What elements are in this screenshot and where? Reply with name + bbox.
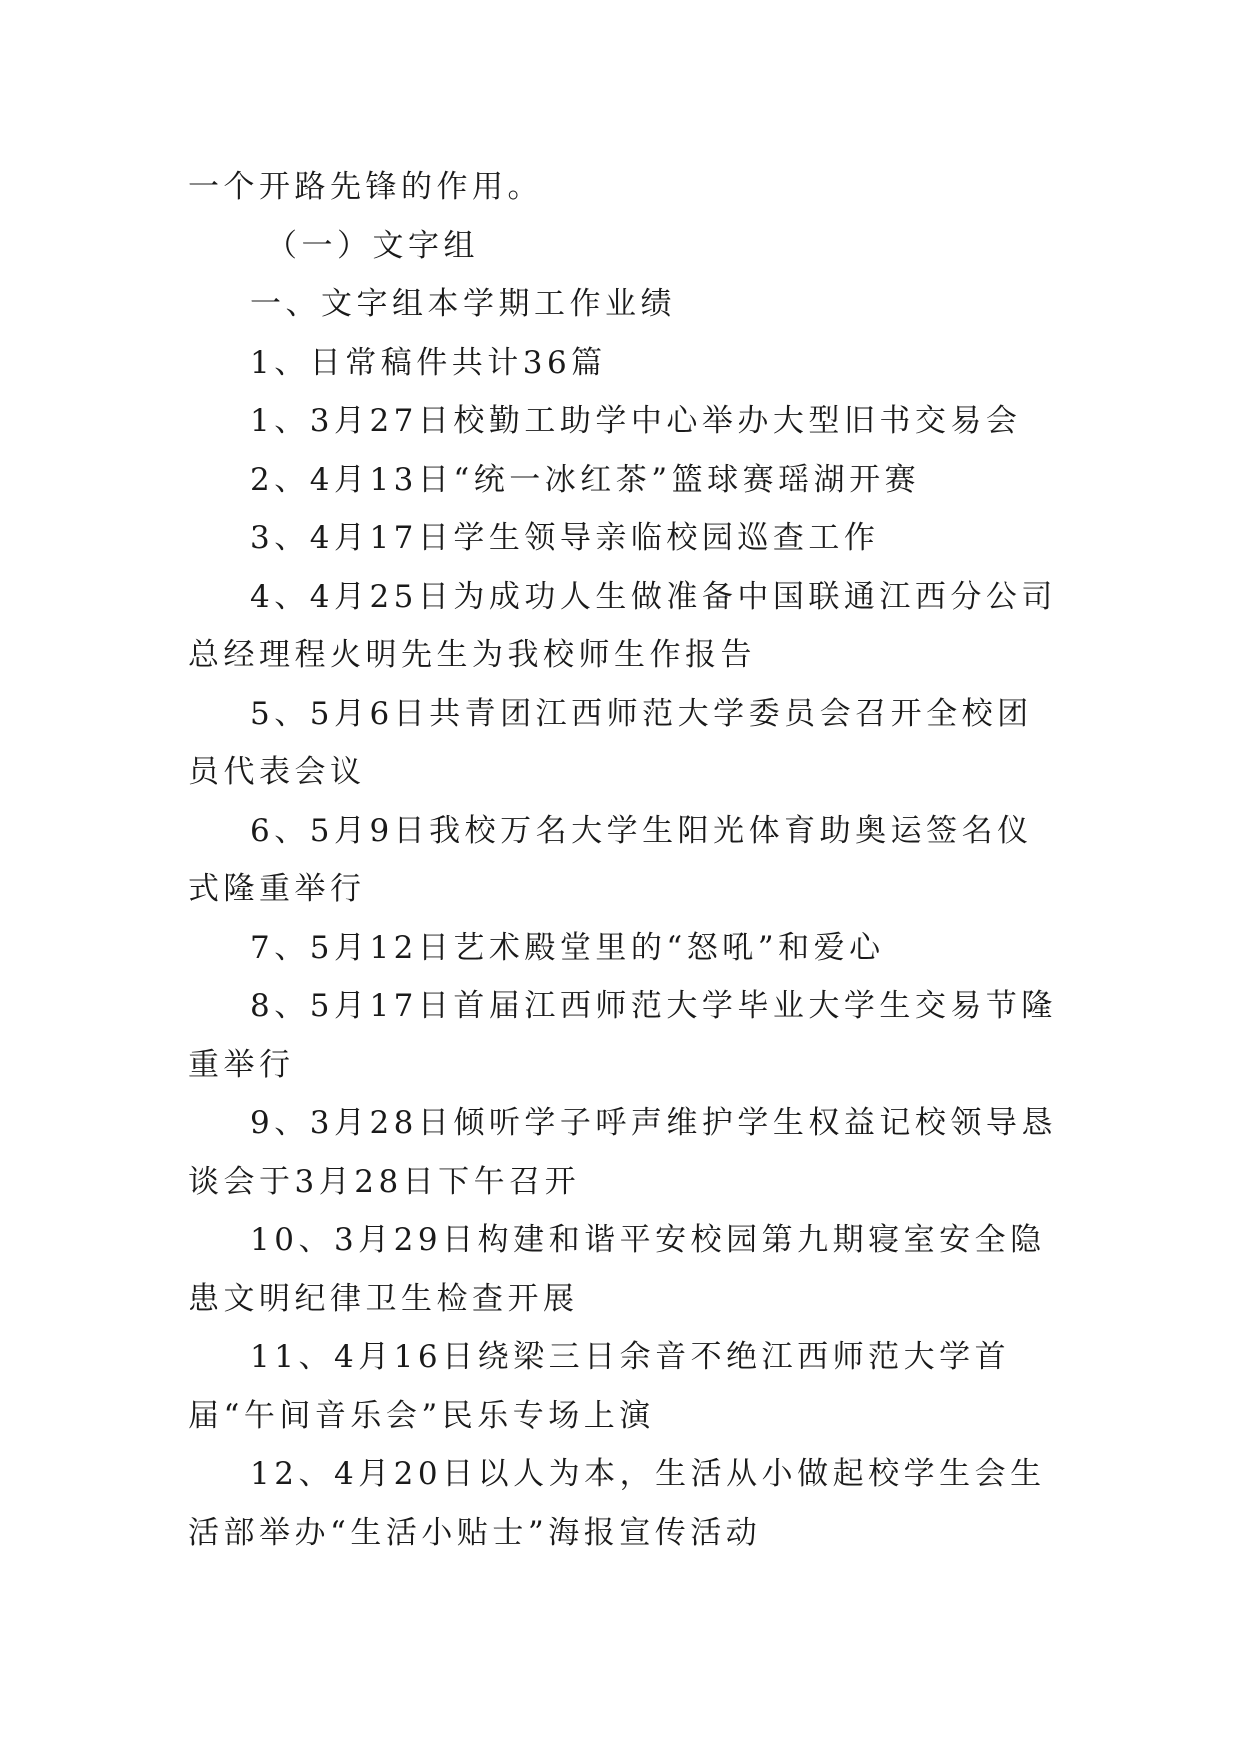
list-item: 12、4月20日以人为本，生活从小做起校学生会生活部举办“生活小贴士”海报宣传活动 <box>188 1456 1046 1551</box>
list-item: 4、4月25日为成功人生做准备中国联通江西分公司总经理程火明先生为我校师生作报告 <box>188 578 1057 673</box>
list-item: 5、5月6日共青团江西师范大学委员会召开全校团员代表会议 <box>188 695 1033 790</box>
subsection-heading: 一、文字组本学期工作业绩 <box>250 286 676 322</box>
list-heading: 1、日常稿件共计36篇 <box>250 344 607 381</box>
list-item: 1、3月27日校勤工助学中心举办大型旧书交易会 <box>250 403 1022 439</box>
section-heading: （一）文字组 <box>266 227 479 264</box>
list-item: 2、4月13日“统一冰红茶”篮球赛瑶湖开赛 <box>250 461 921 498</box>
document-body <box>188 158 1058 1562</box>
list-item: 8、5月17日首届江西师范大学毕业大学生交易节隆重举行 <box>188 988 1057 1083</box>
list-item: 11、4月16日绕梁三日余音不绝江西师范大学首届“午间音乐会”民乐专场上演 <box>188 1339 1011 1434</box>
list-item: 10、3月29日构建和谐平安校园第九期寝室安全隐患文明纪律卫生检查开展 <box>188 1222 1046 1317</box>
list-item: 3、4月17日学生领导亲临校园巡查工作 <box>250 520 880 556</box>
list-item: 7、5月12日艺术殿堂里的“怒吼”和爱心 <box>250 929 885 966</box>
list-item: 6、5月9日我校万名大学生阳光体育助奥运签名仪式隆重举行 <box>188 812 1033 907</box>
list-item: 9、3月28日倾听学子呼声维护学生权益记校领导恳谈会于3月28日下午召开 <box>188 1105 1057 1200</box>
paragraph-continuation: 一个开路先锋的作用。 <box>188 169 543 205</box>
